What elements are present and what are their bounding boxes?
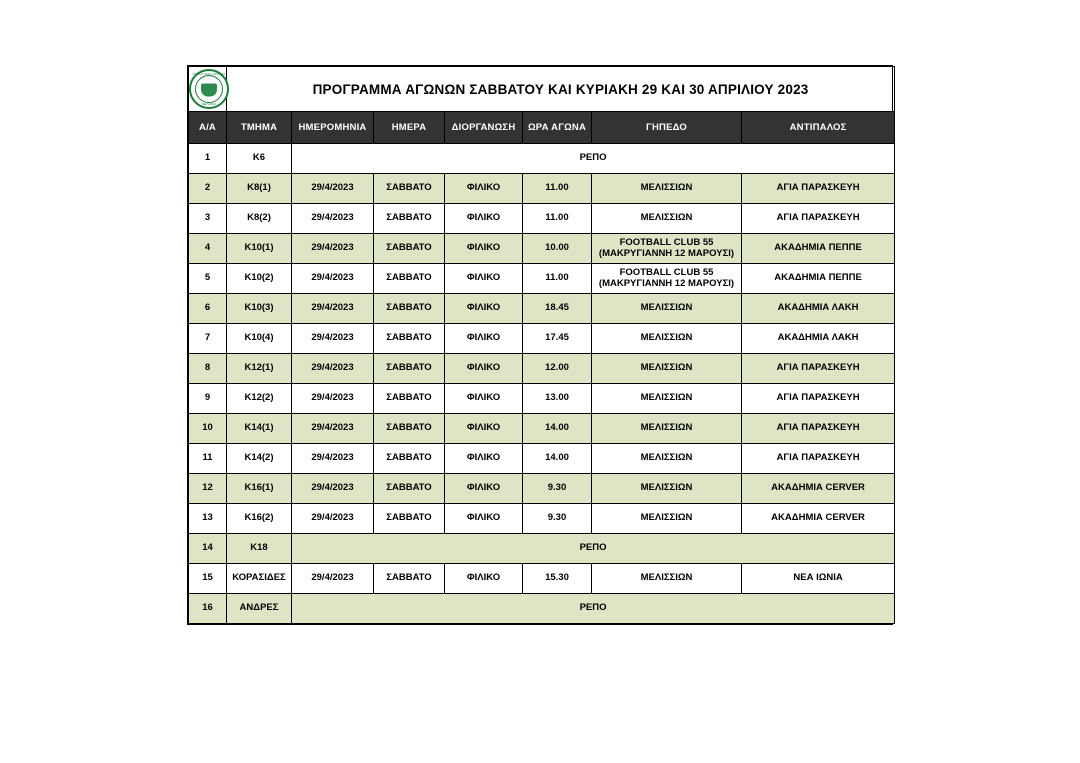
cell-rest: ΡΕΠΟ — [292, 144, 895, 174]
cell-aa: 9 — [189, 384, 227, 414]
cell-venue: ΜΕΛΙΣΣΙΩΝ — [592, 564, 742, 594]
cell-aa: 12 — [189, 474, 227, 504]
cell-venue: ΜΕΛΙΣΣΙΩΝ — [592, 354, 742, 384]
table-row — [189, 174, 895, 204]
table-row — [189, 594, 895, 624]
table-row — [189, 504, 895, 534]
table-row — [189, 444, 895, 474]
cell-opponent: ΑΓΙΑ ΠΑΡΑΣΚΕΥΗ — [742, 414, 895, 444]
cell-opponent: ΑΚΑΔΗΜΙΑ ΠΕΠΠΕ — [742, 234, 895, 264]
crest-shield — [201, 83, 217, 96]
cell-team: Κ16(2) — [227, 504, 292, 534]
cell-date: 29/4/2023 — [292, 444, 374, 474]
cell-venue: ΜΕΛΙΣΣΙΩΝ — [592, 324, 742, 354]
cell-team: Κ8(1) — [227, 174, 292, 204]
cell-day: ΣΑΒΒΑΤΟ — [374, 414, 445, 444]
cell-aa: 13 — [189, 504, 227, 534]
club-logo-cell — [189, 67, 227, 112]
cell-day: ΣΑΒΒΑΤΟ — [374, 324, 445, 354]
cell-date: 29/4/2023 — [292, 564, 374, 594]
cell-opponent: ΝΕΑ ΙΩΝΙΑ — [742, 564, 895, 594]
table-row — [189, 204, 895, 234]
cell-organization: ΦΙΛΙΚΟ — [445, 174, 523, 204]
cell-organization: ΦΙΛΙΚΟ — [445, 504, 523, 534]
venue-line-2: (ΜΑΚΡΥΓΙΑΝΝΗ 12 ΜΑΡΟΥΣΙ) — [598, 247, 735, 259]
cell-day: ΣΑΒΒΑΤΟ — [374, 204, 445, 234]
cell-organization: ΦΙΛΙΚΟ — [445, 294, 523, 324]
schedule-sheet — [187, 65, 893, 625]
venue-line-1: FOOTBALL CLUB 55 — [619, 266, 714, 278]
cell-aa: 7 — [189, 324, 227, 354]
cell-day: ΣΑΒΒΑΤΟ — [374, 354, 445, 384]
table-row — [189, 144, 895, 174]
cell-date: 29/4/2023 — [292, 354, 374, 384]
crest-bottom-text: ΜΕΛΙΣΣΙΑ — [202, 102, 216, 106]
cell-time: 10.00 — [523, 234, 592, 264]
column-header-date: ΗΜΕΡΟΜΗΝΙΑ — [292, 112, 374, 144]
cell-aa: 3 — [189, 204, 227, 234]
cell-date: 29/4/2023 — [292, 504, 374, 534]
cell-rest: ΡΕΠΟ — [292, 534, 895, 564]
cell-venue: ΜΕΛΙΣΣΙΩΝ — [592, 474, 742, 504]
cell-organization: ΦΙΛΙΚΟ — [445, 384, 523, 414]
cell-time: 12.00 — [523, 354, 592, 384]
cell-date: 29/4/2023 — [292, 174, 374, 204]
cell-date: 29/4/2023 — [292, 474, 374, 504]
cell-day: ΣΑΒΒΑΤΟ — [374, 264, 445, 294]
cell-team: Κ14(2) — [227, 444, 292, 474]
table-row — [189, 474, 895, 504]
cell-opponent: ΑΓΙΑ ΠΑΡΑΣΚΕΥΗ — [742, 444, 895, 474]
cell-opponent: ΑΓΙΑ ΠΑΡΑΣΚΕΥΗ — [742, 354, 895, 384]
cell-organization: ΦΙΛΙΚΟ — [445, 324, 523, 354]
cell-time: 11.00 — [523, 264, 592, 294]
cell-opponent: ΑΚΑΔΗΜΙΑ CERVER — [742, 474, 895, 504]
crest-top-text: ΑΘΛΗΤΙΚΟΣ ΟΜΙΛΟΣ — [192, 72, 226, 76]
venue-line-2: (ΜΑΚΡΥΓΙΑΝΝΗ 12 ΜΑΡΟΥΣΙ) — [598, 277, 735, 289]
column-header-time: ΩΡΑ ΑΓΩΝΑ — [523, 112, 592, 144]
cell-opponent: ΑΓΙΑ ΠΑΡΑΣΚΕΥΗ — [742, 174, 895, 204]
cell-organization: ΦΙΛΙΚΟ — [445, 354, 523, 384]
table-header-row — [189, 112, 895, 144]
cell-team: Κ14(1) — [227, 414, 292, 444]
cell-opponent: ΑΚΑΔΗΜΙΑ CERVER — [742, 504, 895, 534]
cell-opponent: ΑΚΑΔΗΜΙΑ ΛΑΚΗ — [742, 324, 895, 354]
cell-team: ΑΝΔΡΕΣ — [227, 594, 292, 624]
cell-organization: ΦΙΛΙΚΟ — [445, 204, 523, 234]
cell-date: 29/4/2023 — [292, 264, 374, 294]
cell-time: 9.30 — [523, 474, 592, 504]
column-header-venue: ΓΗΠΕΔΟ — [592, 112, 742, 144]
cell-day: ΣΑΒΒΑΤΟ — [374, 384, 445, 414]
cell-team: Κ10(2) — [227, 264, 292, 294]
cell-organization: ΦΙΛΙΚΟ — [445, 264, 523, 294]
cell-date: 29/4/2023 — [292, 234, 374, 264]
cell-team: Κ18 — [227, 534, 292, 564]
cell-time: 18.45 — [523, 294, 592, 324]
venue-line-1: FOOTBALL CLUB 55 — [619, 236, 714, 248]
cell-time: 14.00 — [523, 444, 592, 474]
cell-aa: 14 — [189, 534, 227, 564]
cell-aa: 5 — [189, 264, 227, 294]
column-header-opponent: ΑΝΤΙΠΑΛΟΣ — [742, 112, 895, 144]
cell-venue: ΜΕΛΙΣΣΙΩΝ — [592, 384, 742, 414]
column-header-day: ΗΜΕΡΑ — [374, 112, 445, 144]
cell-time: 11.00 — [523, 174, 592, 204]
cell-time: 14.00 — [523, 414, 592, 444]
cell-team: Κ6 — [227, 144, 292, 174]
cell-time: 15.30 — [523, 564, 592, 594]
cell-date: 29/4/2023 — [292, 294, 374, 324]
cell-rest: ΡΕΠΟ — [292, 594, 895, 624]
cell-venue — [592, 234, 742, 264]
cell-date: 29/4/2023 — [292, 324, 374, 354]
cell-opponent: ΑΓΙΑ ΠΑΡΑΣΚΕΥΗ — [742, 204, 895, 234]
title-row — [189, 67, 895, 112]
table-row — [189, 264, 895, 294]
cell-venue: ΜΕΛΙΣΣΙΩΝ — [592, 414, 742, 444]
cell-aa: 6 — [189, 294, 227, 324]
table-row — [189, 534, 895, 564]
cell-venue: ΜΕΛΙΣΣΙΩΝ — [592, 174, 742, 204]
cell-aa: 15 — [189, 564, 227, 594]
column-header-team: ΤΜΗΜΑ — [227, 112, 292, 144]
cell-time: 9.30 — [523, 504, 592, 534]
table-row — [189, 384, 895, 414]
cell-venue: ΜΕΛΙΣΣΙΩΝ — [592, 444, 742, 474]
cell-organization: ΦΙΛΙΚΟ — [445, 564, 523, 594]
cell-time: 17.45 — [523, 324, 592, 354]
cell-date: 29/4/2023 — [292, 204, 374, 234]
cell-aa: 1 — [189, 144, 227, 174]
column-header-aa: Α/Α — [189, 112, 227, 144]
table-row — [189, 354, 895, 384]
cell-venue — [592, 264, 742, 294]
column-header-organization: ΔΙΟΡΓΑΝΩΣΗ — [445, 112, 523, 144]
cell-team: Κ12(1) — [227, 354, 292, 384]
cell-day: ΣΑΒΒΑΤΟ — [374, 294, 445, 324]
cell-team: Κ10(3) — [227, 294, 292, 324]
cell-day: ΣΑΒΒΑΤΟ — [374, 564, 445, 594]
cell-aa: 11 — [189, 444, 227, 474]
cell-opponent: ΑΚΑΔΗΜΙΑ ΛΑΚΗ — [742, 294, 895, 324]
cell-organization: ΦΙΛΙΚΟ — [445, 234, 523, 264]
cell-day: ΣΑΒΒΑΤΟ — [374, 444, 445, 474]
cell-team: Κ12(2) — [227, 384, 292, 414]
cell-aa: 4 — [189, 234, 227, 264]
cell-organization: ΦΙΛΙΚΟ — [445, 444, 523, 474]
cell-aa: 10 — [189, 414, 227, 444]
cell-day: ΣΑΒΒΑΤΟ — [374, 174, 445, 204]
table-row — [189, 324, 895, 354]
cell-opponent: ΑΚΑΔΗΜΙΑ ΠΕΠΠΕ — [742, 264, 895, 294]
cell-venue: ΜΕΛΙΣΣΙΩΝ — [592, 504, 742, 534]
cell-venue: ΜΕΛΙΣΣΙΩΝ — [592, 204, 742, 234]
cell-team: Κ10(1) — [227, 234, 292, 264]
cell-aa: 2 — [189, 174, 227, 204]
cell-day: ΣΑΒΒΑΤΟ — [374, 504, 445, 534]
table-row — [189, 294, 895, 324]
cell-venue: ΜΕΛΙΣΣΙΩΝ — [592, 294, 742, 324]
cell-time: 11.00 — [523, 204, 592, 234]
cell-team: Κ10(4) — [227, 324, 292, 354]
table-row — [189, 234, 895, 264]
cell-time: 13.00 — [523, 384, 592, 414]
schedule-table — [188, 66, 895, 624]
cell-day: ΣΑΒΒΑΤΟ — [374, 234, 445, 264]
cell-organization: ΦΙΛΙΚΟ — [445, 474, 523, 504]
cell-team: ΚΟΡΑΣΙΔΕΣ — [227, 564, 292, 594]
cell-date: 29/4/2023 — [292, 384, 374, 414]
page-title: ΠΡΟΓΡΑΜΜΑ ΑΓΩΝΩΝ ΣΑΒΒΑΤΟΥ ΚΑΙ ΚΥΡΙΑΚΗ 29 ΚΑΙ 30 ΑΠΡΙΛΙΟΥ 2023 — [227, 67, 895, 112]
cell-team: Κ16(1) — [227, 474, 292, 504]
cell-aa: 16 — [189, 594, 227, 624]
cell-organization: ΦΙΛΙΚΟ — [445, 414, 523, 444]
cell-aa: 8 — [189, 354, 227, 384]
table-row — [189, 564, 895, 594]
cell-day: ΣΑΒΒΑΤΟ — [374, 474, 445, 504]
cell-opponent: ΑΓΙΑ ΠΑΡΑΣΚΕΥΗ — [742, 384, 895, 414]
cell-date: 29/4/2023 — [292, 414, 374, 444]
cell-team: Κ8(2) — [227, 204, 292, 234]
club-crest-icon — [189, 69, 229, 109]
table-row — [189, 414, 895, 444]
